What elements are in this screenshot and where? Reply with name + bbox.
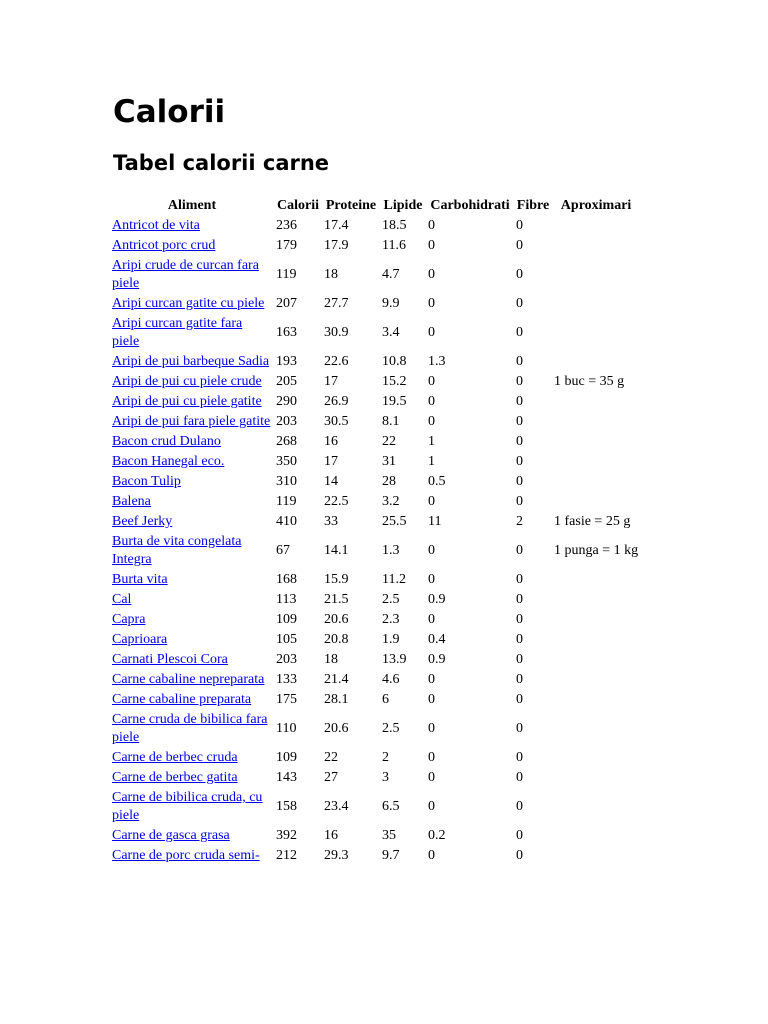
cell-aproximari: 1 punga = 1 kg xyxy=(554,543,639,558)
cell-aliment xyxy=(111,393,273,411)
cell-lipide: 9.7 xyxy=(382,848,400,863)
cell-fibre: 0 xyxy=(516,354,523,369)
cell-carbohidrati: 0 xyxy=(428,325,435,340)
cell-aproximari xyxy=(553,493,639,511)
food-link[interactable]: Aripi de pui fara piele gatite xyxy=(112,414,271,429)
cell-aliment xyxy=(111,671,273,689)
cell-proteine: 17.9 xyxy=(324,238,349,253)
cell-proteine: 17 xyxy=(324,454,338,469)
food-link[interactable]: Carne cabaline preparata xyxy=(112,692,252,707)
cell-aproximari xyxy=(553,393,639,411)
cell-carbohidrati: 0 xyxy=(428,572,435,587)
cell-lipide: 3.4 xyxy=(382,325,400,340)
table-row xyxy=(111,571,639,589)
cell-proteine: 22.6 xyxy=(324,354,349,369)
cell-lipide: 31 xyxy=(382,454,396,469)
food-link[interactable]: Bacon crud Dulano xyxy=(112,434,221,449)
table-row xyxy=(111,257,639,293)
cell-lipide: 3.2 xyxy=(382,494,400,509)
food-link[interactable]: Carne de berbec cruda xyxy=(112,750,238,765)
table-row xyxy=(111,611,639,629)
food-link[interactable]: Antricot de vita xyxy=(112,218,200,233)
cell-aproximari xyxy=(553,217,639,235)
cell-aliment xyxy=(111,711,273,747)
cell-aliment xyxy=(111,433,273,451)
food-link[interactable]: Aripi curcan gatite cu piele xyxy=(112,296,265,311)
cell-proteine: 26.9 xyxy=(324,394,349,409)
cell-fibre: 0 xyxy=(516,494,523,509)
cell-lipide: 18.5 xyxy=(382,218,407,233)
cell-fibre: 0 xyxy=(516,750,523,765)
food-link[interactable]: Aripi crude de curcan fara piele xyxy=(112,258,259,291)
cell-aliment xyxy=(111,353,273,371)
cell-carbohidrati: 0 xyxy=(428,692,435,707)
cell-carbohidrati: 0 xyxy=(428,494,435,509)
cell-aliment xyxy=(111,513,273,531)
cell-lipide: 13.9 xyxy=(382,652,407,667)
cell-lipide: 1.3 xyxy=(382,543,400,558)
cell-proteine: 22 xyxy=(324,750,338,765)
cell-fibre: 0 xyxy=(516,394,523,409)
cell-fibre: 0 xyxy=(516,828,523,843)
cell-carbohidrati: 0 xyxy=(428,394,435,409)
table-row xyxy=(111,413,639,431)
cell-proteine: 16 xyxy=(324,434,338,449)
cell-lipide: 3 xyxy=(382,770,389,785)
table-row xyxy=(111,691,639,709)
header-calorii: Calorii xyxy=(277,198,319,213)
cell-lipide: 4.6 xyxy=(382,672,400,687)
table-row xyxy=(111,493,639,511)
cell-aliment xyxy=(111,533,273,569)
food-link[interactable]: Bacon Hanegal eco. xyxy=(112,454,225,469)
cell-fibre: 0 xyxy=(516,770,523,785)
cell-carbohidrati: 0.5 xyxy=(428,474,446,489)
cell-calorii: 410 xyxy=(276,514,297,529)
cell-aliment xyxy=(111,237,273,255)
cell-fibre: 0 xyxy=(516,592,523,607)
food-link[interactable]: Aripi curcan gatite fara piele xyxy=(112,316,243,349)
cell-carbohidrati: 1 xyxy=(428,454,435,469)
food-link[interactable]: Burta de vita congelata Integra xyxy=(112,534,242,567)
cell-fibre: 0 xyxy=(516,474,523,489)
cell-carbohidrati: 0.9 xyxy=(428,592,446,607)
table-row xyxy=(111,433,639,451)
cell-aliment xyxy=(111,591,273,609)
cell-lipide: 10.8 xyxy=(382,354,407,369)
cell-carbohidrati: 0 xyxy=(428,296,435,311)
cell-aproximari xyxy=(553,651,639,669)
food-link[interactable]: Carne de porc cruda semi- xyxy=(112,848,260,863)
cell-calorii: 203 xyxy=(276,414,297,429)
food-link[interactable]: Carne cabaline nepreparata xyxy=(112,672,265,687)
cell-aproximari xyxy=(553,433,639,451)
cell-lipide: 25.5 xyxy=(382,514,407,529)
cell-fibre: 0 xyxy=(516,374,523,389)
cell-aliment xyxy=(111,789,273,825)
cell-lipide: 19.5 xyxy=(382,394,407,409)
cell-lipide: 2.5 xyxy=(382,592,400,607)
cell-lipide: 35 xyxy=(382,828,396,843)
table-row xyxy=(111,827,639,845)
cell-fibre: 0 xyxy=(516,799,523,814)
cell-aproximari xyxy=(553,571,639,589)
cell-carbohidrati: 0.2 xyxy=(428,828,446,843)
page-title: Calorii xyxy=(113,94,226,130)
cell-fibre: 0 xyxy=(516,238,523,253)
cell-proteine: 28.1 xyxy=(324,692,349,707)
cell-calorii: 268 xyxy=(276,434,297,449)
cell-proteine: 16 xyxy=(324,828,338,843)
cell-fibre: 0 xyxy=(516,543,523,558)
table-row xyxy=(111,591,639,609)
cell-lipide: 2 xyxy=(382,750,389,765)
cell-lipide: 8.1 xyxy=(382,414,400,429)
cell-calorii: 205 xyxy=(276,374,297,389)
cell-fibre: 0 xyxy=(516,267,523,282)
cell-aproximari xyxy=(553,631,639,649)
cell-lipide: 6.5 xyxy=(382,799,400,814)
cell-proteine: 17 xyxy=(324,374,338,389)
header-proteine: Proteine xyxy=(325,198,377,213)
cell-aproximari xyxy=(553,413,639,431)
cell-calorii: 109 xyxy=(276,612,297,627)
table-row xyxy=(111,749,639,767)
cell-carbohidrati: 0.4 xyxy=(428,632,446,647)
table-row xyxy=(111,295,639,313)
cell-aproximari xyxy=(553,827,639,845)
cell-proteine: 20.8 xyxy=(324,632,349,647)
cell-proteine: 21.5 xyxy=(324,592,349,607)
cell-lipide: 11.6 xyxy=(382,238,406,253)
cell-proteine: 15.9 xyxy=(324,572,349,587)
cell-aliment xyxy=(111,473,273,491)
cell-aliment xyxy=(111,769,273,787)
table-row xyxy=(111,453,639,471)
cell-aliment xyxy=(111,749,273,767)
food-link[interactable]: Carne de berbec gatita xyxy=(112,770,238,785)
cell-proteine: 18 xyxy=(324,652,338,667)
table-row xyxy=(111,237,639,255)
cell-carbohidrati: 11 xyxy=(428,514,442,529)
cell-aliment xyxy=(111,217,273,235)
table-row xyxy=(111,651,639,669)
cell-calorii: 290 xyxy=(276,394,297,409)
cell-calorii: 105 xyxy=(276,632,297,647)
food-link[interactable]: Capra xyxy=(112,612,146,627)
table-row xyxy=(111,393,639,411)
cell-lipide: 6 xyxy=(382,692,389,707)
cell-aproximari: 1 fasie = 25 g xyxy=(554,514,631,529)
cell-carbohidrati: 0 xyxy=(428,770,435,785)
cell-calorii: 110 xyxy=(276,721,297,736)
cell-lipide: 22 xyxy=(382,434,396,449)
cell-carbohidrati: 0 xyxy=(428,374,435,389)
cell-calorii: 236 xyxy=(276,218,297,233)
cell-calorii: 133 xyxy=(276,672,297,687)
food-link[interactable]: Carne cruda de bibilica fara piele xyxy=(112,712,268,745)
table-row xyxy=(111,217,639,235)
cell-fibre: 0 xyxy=(516,325,523,340)
cell-fibre: 0 xyxy=(516,414,523,429)
food-link[interactable]: Carne de bibilica cruda, cu piele xyxy=(112,790,263,823)
cell-aliment xyxy=(111,571,273,589)
cell-calorii: 163 xyxy=(276,325,297,340)
food-link[interactable]: Bacon Tulip xyxy=(112,474,181,489)
table-row xyxy=(111,631,639,649)
cell-aproximari xyxy=(553,749,639,767)
cell-lipide: 4.7 xyxy=(382,267,400,282)
table-header-row xyxy=(111,197,639,215)
food-link[interactable]: Antricot porc crud xyxy=(112,238,216,253)
cell-fibre: 0 xyxy=(516,434,523,449)
cell-aliment xyxy=(111,315,273,351)
header-fibre: Fibre xyxy=(516,198,550,213)
cell-calorii: 179 xyxy=(276,238,297,253)
food-link[interactable]: Carnati Plescoi Cora xyxy=(112,652,228,667)
cell-carbohidrati: 0 xyxy=(428,238,435,253)
cell-calorii: 119 xyxy=(276,267,297,282)
cell-proteine: 14.1 xyxy=(324,543,349,558)
header-aproximari: Aproximari xyxy=(560,198,632,213)
cell-aliment xyxy=(111,651,273,669)
cell-lipide: 2.3 xyxy=(382,612,400,627)
food-link[interactable]: Aripi de pui cu piele crude xyxy=(112,374,262,389)
cell-proteine: 33 xyxy=(324,514,338,529)
cell-aliment xyxy=(111,847,273,865)
cell-lipide: 1.9 xyxy=(382,632,400,647)
cell-fibre: 0 xyxy=(516,572,523,587)
table-row xyxy=(111,847,639,865)
cell-aliment xyxy=(111,453,273,471)
cell-lipide: 15.2 xyxy=(382,374,407,389)
cell-fibre: 0 xyxy=(516,672,523,687)
food-link[interactable]: Cal xyxy=(112,592,132,607)
table-row xyxy=(111,789,639,825)
cell-fibre: 0 xyxy=(516,454,523,469)
food-link[interactable]: Aripi de pui cu piele gatite xyxy=(112,394,262,409)
cell-calorii: 168 xyxy=(276,572,297,587)
cell-fibre: 0 xyxy=(516,218,523,233)
cell-aproximari xyxy=(553,237,639,255)
cell-calorii: 203 xyxy=(276,652,297,667)
cell-calorii: 193 xyxy=(276,354,297,369)
food-link[interactable]: Carne de gasca grasa xyxy=(112,828,230,843)
cell-aproximari xyxy=(553,711,639,747)
table-row xyxy=(111,769,639,787)
cell-carbohidrati: 0 xyxy=(428,267,435,282)
header-aliment: Aliment xyxy=(167,198,217,213)
cell-aproximari xyxy=(553,453,639,471)
cell-proteine: 21.4 xyxy=(324,672,349,687)
table-body xyxy=(111,217,639,865)
table-row xyxy=(111,353,639,371)
cell-carbohidrati: 0.9 xyxy=(428,652,446,667)
cell-calorii: 143 xyxy=(276,770,297,785)
cell-aproximari xyxy=(553,769,639,787)
cell-aproximari xyxy=(553,473,639,491)
cell-calorii: 212 xyxy=(276,848,297,863)
cell-carbohidrati: 1 xyxy=(428,434,435,449)
cell-calorii: 119 xyxy=(276,494,297,509)
cell-calorii: 175 xyxy=(276,692,297,707)
table-row xyxy=(111,513,639,531)
cell-aproximari xyxy=(553,847,639,865)
cell-aproximari xyxy=(553,257,639,293)
cell-proteine: 29.3 xyxy=(324,848,349,863)
cell-aproximari xyxy=(553,295,639,313)
cell-fibre: 0 xyxy=(516,848,523,863)
cell-calorii: 392 xyxy=(276,828,297,843)
cell-lipide: 9.9 xyxy=(382,296,400,311)
table-row xyxy=(111,315,639,351)
cell-fibre: 0 xyxy=(516,296,523,311)
cell-aliment xyxy=(111,691,273,709)
cell-calorii: 207 xyxy=(276,296,297,311)
cell-proteine: 18 xyxy=(324,267,338,282)
cell-lipide: 28 xyxy=(382,474,396,489)
table-row xyxy=(111,671,639,689)
cell-carbohidrati: 0 xyxy=(428,414,435,429)
cell-carbohidrati: 0 xyxy=(428,612,435,627)
cell-aliment xyxy=(111,413,273,431)
cell-calorii: 350 xyxy=(276,454,297,469)
cell-carbohidrati: 0 xyxy=(428,672,435,687)
food-link[interactable]: Caprioara xyxy=(112,632,168,647)
cell-aproximari xyxy=(553,315,639,351)
cell-proteine: 30.9 xyxy=(324,325,349,340)
cell-calorii: 310 xyxy=(276,474,297,489)
cell-calorii: 113 xyxy=(276,592,297,607)
cell-aproximari xyxy=(553,591,639,609)
food-link[interactable]: Beef Jerky xyxy=(112,514,173,529)
cell-carbohidrati: 0 xyxy=(428,543,435,558)
header-lipide: Lipide xyxy=(383,198,423,213)
food-link[interactable]: Aripi de pui barbeque Sadia xyxy=(112,354,270,369)
food-link[interactable]: Balena xyxy=(112,494,151,509)
cell-fibre: 2 xyxy=(516,514,523,529)
cell-aliment xyxy=(111,257,273,293)
cell-fibre: 0 xyxy=(516,721,523,736)
cell-proteine: 14 xyxy=(324,474,338,489)
cell-proteine: 20.6 xyxy=(324,612,349,627)
cell-carbohidrati: 0 xyxy=(428,799,435,814)
cell-carbohidrati: 0 xyxy=(428,721,435,736)
table-row xyxy=(111,373,639,391)
page-subtitle: Tabel calorii carne xyxy=(113,151,330,175)
cell-aliment xyxy=(111,611,273,629)
cell-lipide: 2.5 xyxy=(382,721,400,736)
cell-aproximari xyxy=(553,353,639,371)
table-row xyxy=(111,711,639,747)
calorie-table xyxy=(109,195,641,867)
cell-carbohidrati: 0 xyxy=(428,750,435,765)
cell-aliment xyxy=(111,827,273,845)
cell-aproximari xyxy=(553,671,639,689)
cell-proteine: 17.4 xyxy=(324,218,349,233)
cell-calorii: 158 xyxy=(276,799,297,814)
cell-calorii: 109 xyxy=(276,750,297,765)
food-link[interactable]: Burta vita xyxy=(112,572,168,587)
cell-proteine: 27.7 xyxy=(324,296,349,311)
table-row xyxy=(111,473,639,491)
cell-lipide: 11.2 xyxy=(382,572,406,587)
cell-fibre: 0 xyxy=(516,632,523,647)
cell-carbohidrati: 0 xyxy=(428,218,435,233)
cell-proteine: 27 xyxy=(324,770,338,785)
cell-aproximari xyxy=(553,691,639,709)
cell-aliment xyxy=(111,631,273,649)
table-row xyxy=(111,533,639,569)
cell-aproximari xyxy=(553,789,639,825)
cell-carbohidrati: 1.3 xyxy=(428,354,446,369)
cell-fibre: 0 xyxy=(516,612,523,627)
cell-carbohidrati: 0 xyxy=(428,848,435,863)
cell-proteine: 22.5 xyxy=(324,494,349,509)
cell-proteine: 30.5 xyxy=(324,414,349,429)
header-carbohidrati: Carbohidrati xyxy=(430,198,510,213)
cell-aliment xyxy=(111,295,273,313)
cell-aproximari xyxy=(553,611,639,629)
cell-proteine: 20.6 xyxy=(324,721,349,736)
cell-proteine: 23.4 xyxy=(324,799,349,814)
cell-fibre: 0 xyxy=(516,692,523,707)
cell-fibre: 0 xyxy=(516,652,523,667)
cell-calorii: 67 xyxy=(276,543,290,558)
cell-aliment xyxy=(111,493,273,511)
cell-aproximari: 1 buc = 35 g xyxy=(554,374,625,389)
cell-aliment xyxy=(111,373,273,391)
